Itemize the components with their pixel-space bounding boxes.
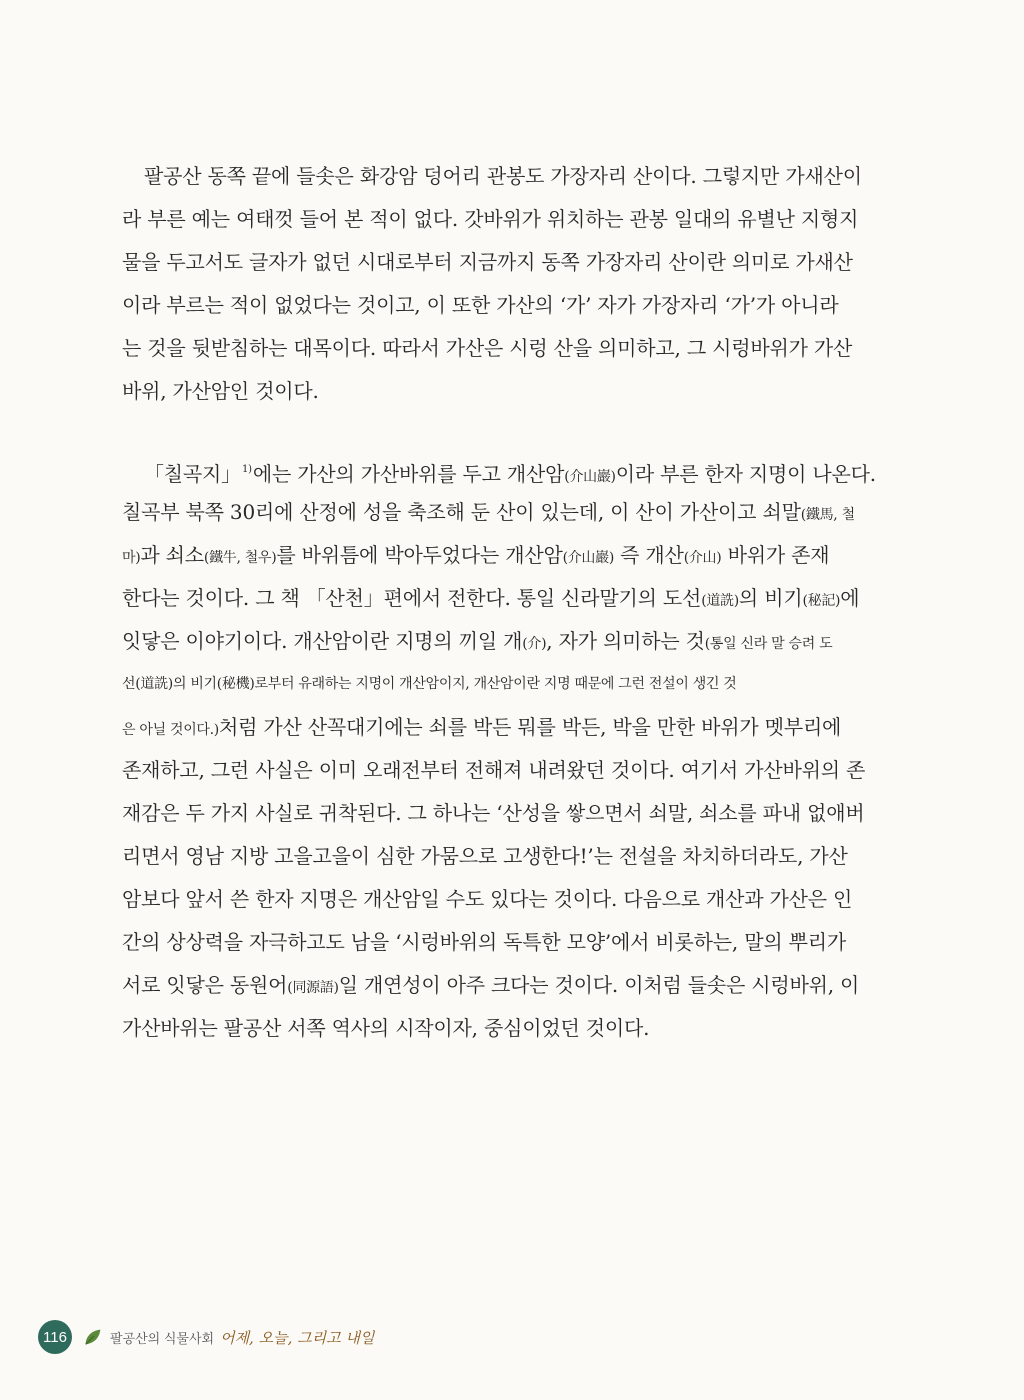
leaf-icon [82, 1326, 104, 1348]
text-run: 서로 잇닿은 동원어 [122, 973, 288, 997]
text-run: 과 쇠소 [140, 543, 204, 567]
text-run: 이라 부른 한자 지명이 나온다. [615, 462, 876, 486]
text-run: 에는 가산의 가산바위를 두고 개산암 [252, 462, 565, 486]
text-run: , 자가 의미하는 것 [546, 629, 705, 653]
book-subtitle: 어제, 오늘, 그리고 내일 [220, 1328, 375, 1347]
inline-note: 은 아닐 것이다.) [122, 722, 219, 738]
text-run: 에 [840, 586, 860, 610]
paragraph-line [122, 448, 912, 491]
text-run: 한다는 것이다. 그 책 「산천」편에서 전한다. 통일 신라말기의 도선 [122, 586, 702, 610]
paragraph-line [122, 534, 912, 577]
paragraph-line [122, 964, 912, 1007]
paragraph-line: 재감은 두 가지 사실로 귀착된다. 그 하나는 ‘산성을 쌓으면서 쇠말, 쇠소를 파내 없애버 [122, 801, 865, 825]
book-reference: 「칠곡지」 [144, 462, 241, 486]
paragraph-line: 물을 두고서도 글자가 없던 시대로부터 지금까지 동쪽 가장자리 산이란 의미로 가새산 [122, 250, 853, 274]
inline-note-line: 선(道詵)의 비기(秘機)로부터 유래하는 지명이 개산암이지, 개산암이란 지명 때문에 그런 전설이 생긴 것 [122, 676, 737, 692]
paragraph-line: 리면서 영남 지방 고을고을이 심한 가뭄으로 고생한다!’는 전설을 차치하더라도, 가산 [122, 844, 848, 868]
paragraph-line [122, 577, 912, 620]
paragraph-line: 라 부른 예는 여태껏 들어 본 적이 없다. 갓바위가 위치하는 관봉 일대의 유별난 지형지 [122, 207, 859, 231]
hanja-annotation: (鐵牛, 철우) [203, 550, 277, 566]
text-run: 칠곡부 북쪽 30리에 산정에 성을 축조해 둔 산이 있는데, 이 산이 가산이고 쇠말 [122, 500, 801, 524]
paragraph-line: 암보다 앞서 쓴 한자 지명은 개산암일 수도 있다는 것이다. 다음으로 개산과 가산은 인 [122, 887, 853, 911]
paragraph-2 [122, 448, 912, 1050]
hanja-annotation: (介山) [683, 550, 722, 566]
page-footer [38, 1320, 374, 1354]
paragraph-line [122, 620, 912, 663]
paragraph-line: 가산바위는 팔공산 서쪽 역사의 시작이자, 중심이었던 것이다. [122, 1016, 650, 1040]
text-run: 를 바위틈에 박아두었다는 개산암 [276, 543, 563, 567]
paragraph-1 [122, 155, 912, 413]
footnote-marker: 1) [241, 464, 252, 475]
paragraph-line: 존재하고, 그런 사실은 이미 오래전부터 전해져 내려왔던 것이다. 여기서 가산바위의 존 [122, 758, 866, 782]
page-number: 116 [38, 1320, 72, 1354]
text-run: 바위가 존재 [721, 543, 830, 567]
hanja-annotation: (介) [522, 636, 547, 652]
paragraph-line: 간의 상상력을 자극하고도 남을 ‘시렁바위의 독특한 모양’에서 비롯하는, 말의 뿌리가 [122, 930, 846, 954]
hanja-annotation: (介山巖) [564, 469, 616, 485]
paragraph-line: 이라 부르는 적이 없었다는 것이고, 이 또한 가산의 ‘가’ 자가 가장자리 ‘가’가 아니라 [122, 293, 839, 317]
paragraph-line: 팔공산 동쪽 끝에 들솟은 화강암 덩어리 관봉도 가장자리 산이다. 그렇지만 가새산이 [144, 164, 862, 188]
paragraph-line [122, 706, 912, 749]
paragraph-line: 바위, 가산암인 것이다. [122, 379, 319, 403]
hanja-annotation: (同源語) [287, 980, 339, 996]
text-run: 즉 개산 [614, 543, 684, 567]
book-title: 팔공산의 식물사회 [110, 1330, 215, 1346]
hanja-annotation: (秘記) [802, 593, 841, 609]
text-run: 일 개연성이 아주 크다는 것이다. 이처럼 들솟은 시렁바위, 이 [338, 973, 860, 997]
paragraph-line: 는 것을 뒷받침하는 대목이다. 따라서 가산은 시렁 산을 의미하고, 그 시렁바위가 가산 [122, 336, 853, 360]
hanja-annotation: (道詵) [701, 593, 739, 609]
text-run: 의 비기 [738, 586, 803, 610]
paragraph-line [122, 491, 912, 534]
hanja-annotation: (介山巖) [562, 550, 614, 566]
hanja-annotation: (鐵馬, 철 [800, 507, 855, 523]
text-run: 잇닿은 이야기이다. 개산암이란 지명의 끼일 개 [122, 629, 523, 653]
text-run: 처럼 가산 산꼭대기에는 쇠를 박든 뭐를 박든, 박을 만한 바위가 멧부리에 [218, 715, 842, 739]
inline-note: (통일 신라 말 승려 도 [704, 636, 833, 652]
hanja-annotation: 마) [122, 550, 141, 566]
